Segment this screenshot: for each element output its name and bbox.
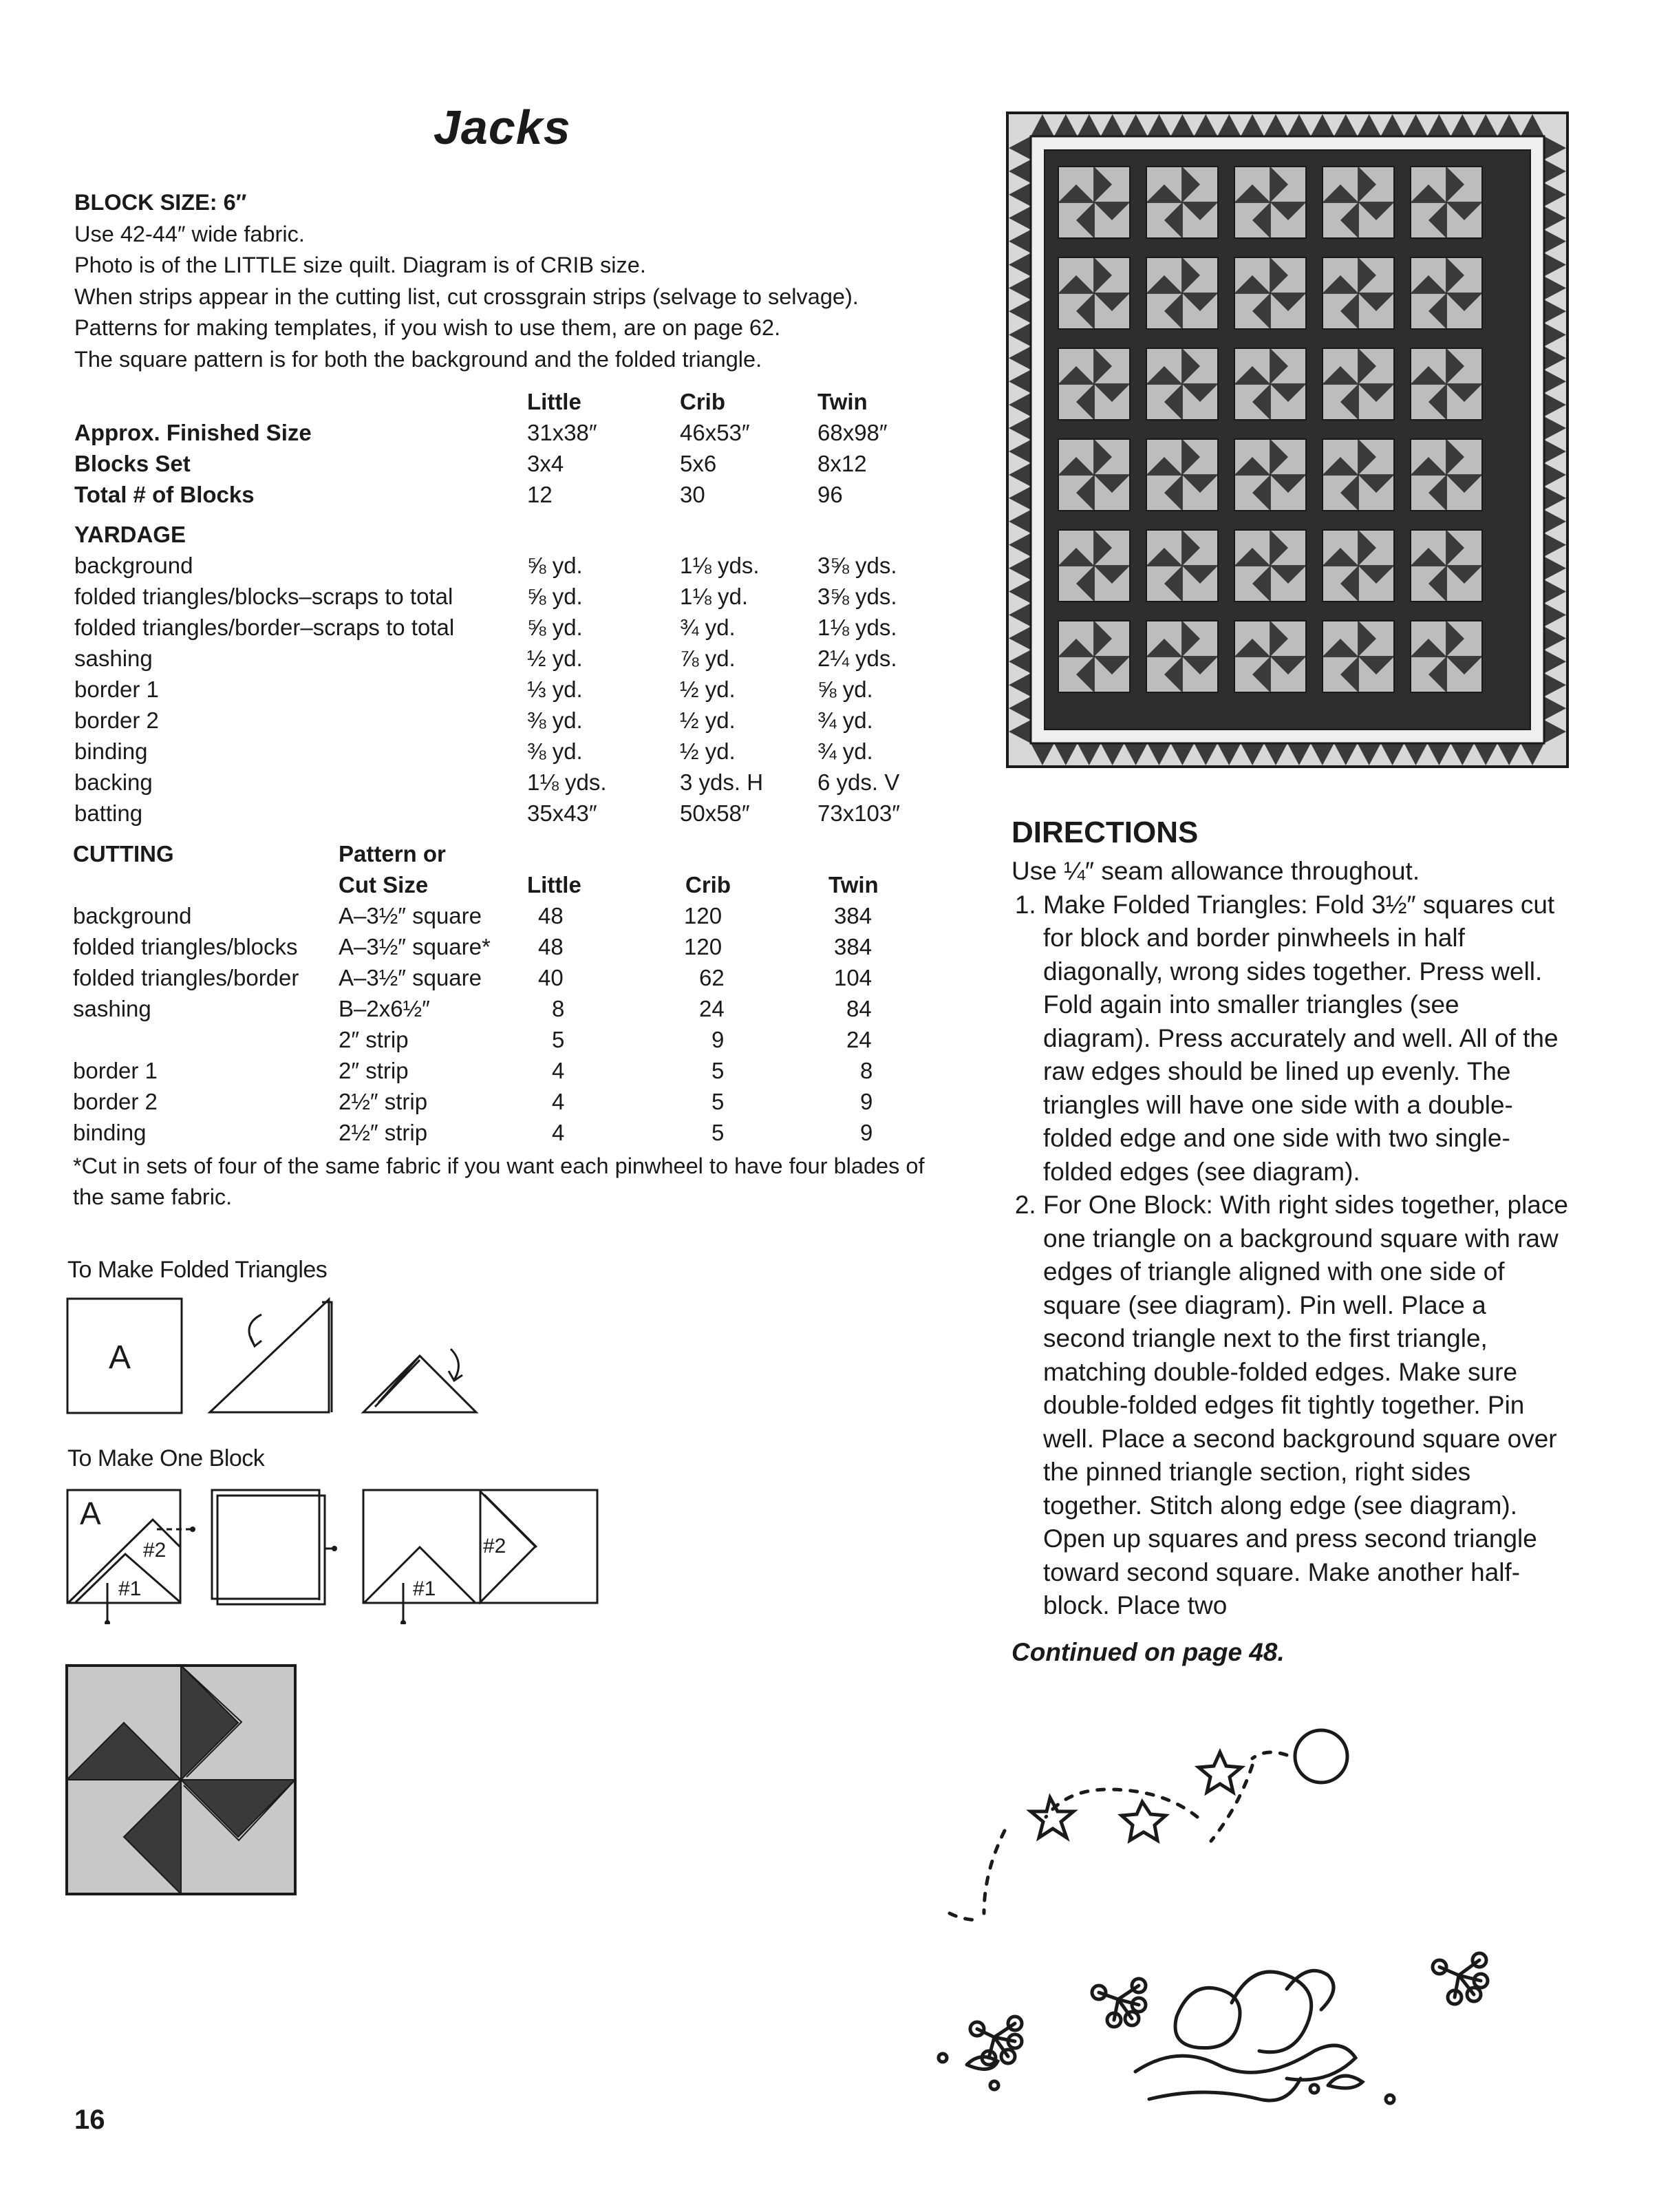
cell: 30 (680, 482, 705, 507)
size-yardage-table (74, 389, 934, 843)
cell: 96 (817, 482, 843, 507)
one-block-caption: To Make One Block (67, 1445, 265, 1471)
cell: ⅝ yd. (527, 584, 583, 609)
cell: 6 yds. V (817, 769, 900, 795)
cell: 31x38″ (527, 420, 597, 445)
star-icon (1199, 1752, 1241, 1792)
cell: ¾ yd. (817, 708, 873, 733)
direction-step: 1. Make Folded Triangles: Fold 3½″ squares cut for block and border pinwheels in half diagonally, wrong sides together. Press well. Fold again into smaller triangles (see diagram). Press accurately and well. All of the raw edges should be lined up evenly. The triangles will have one side with a double-folded edge and one side with two single-folded edges (see diagram). (1043, 889, 1569, 1189)
intro-line: Patterns for making templates, if you wish to use them, are on page 62. (74, 315, 781, 340)
jacks-illustration (846, 1714, 1569, 2127)
cutting-footnote: *Cut in sets of four of the same fabric if you want each pinwheel to have four blades of the same fabric. (73, 1153, 925, 1209)
row-label: binding (74, 738, 148, 764)
cell: 3⅝ yds. (817, 553, 897, 578)
jack-icon (1433, 1953, 1488, 2004)
cutting-heading: CUTTING (73, 841, 174, 866)
intro-line: When strips appear in the cutting list, cut crossgrain strips (selvage to selvage). (74, 284, 859, 309)
cell: ⅝ yd. (817, 677, 873, 702)
cell: ⅓ yd. (527, 677, 583, 702)
cell: 1⅛ yds. (817, 615, 897, 640)
stacked-square (212, 1490, 319, 1599)
cell: 2″ strip (339, 1027, 409, 1052)
directions-title: DIRECTIONS (1012, 816, 1199, 849)
intro-line: The square pattern is for both the background and the folded triangle. (74, 346, 762, 372)
row-label: background (73, 903, 192, 928)
folded-triangles-diagram (62, 1294, 489, 1418)
cell: 5 (711, 1089, 725, 1114)
cell: 4 (552, 1058, 565, 1083)
cell: A–3½″ square* (339, 934, 491, 959)
cell: ¾ yd. (680, 615, 736, 640)
cell: ⅜ yd. (527, 708, 583, 733)
row-label: Blocks Set (74, 451, 191, 476)
page-title: Jacks (434, 100, 571, 154)
half-triangle (210, 1299, 329, 1412)
row-label: sashing (73, 996, 151, 1021)
cell: 12 (527, 482, 553, 507)
row-label: border 2 (74, 708, 159, 733)
bag-icon (1175, 1988, 1240, 2048)
cell: 3⅝ yds. (817, 584, 897, 609)
cell: 9 (860, 1089, 873, 1114)
cell: 2¼ yds. (817, 646, 897, 671)
cell: 73x103″ (817, 800, 900, 826)
cell: 384 (834, 934, 873, 959)
row-label: folded triangles/blocks (73, 934, 298, 959)
page-number: 16 (74, 2105, 105, 2135)
label-2: #2 (483, 1535, 506, 1557)
cell: ⅝ yd. (527, 615, 583, 640)
cell: ½ yd. (527, 646, 583, 671)
row-label: border 1 (74, 677, 159, 702)
star-icon (1031, 1798, 1073, 1838)
cell: 24 (846, 1027, 872, 1052)
row-label: backing (74, 769, 153, 795)
cell: A–3½″ square (339, 903, 482, 928)
cell: 62 (699, 965, 725, 990)
cell: 4 (552, 1089, 565, 1114)
cutting-table (73, 841, 933, 1158)
cell: 2½″ strip (339, 1089, 428, 1114)
row-label: border 2 (73, 1089, 158, 1114)
cell: A–3½″ square (339, 965, 482, 990)
cell: 8 (552, 996, 565, 1021)
yardage-heading: YARDAGE (74, 522, 186, 547)
pattern-header: Cut Size (339, 872, 429, 897)
col-header: Crib (685, 872, 731, 897)
quilt-diagram (1006, 111, 1569, 768)
intro-line: Use 42-44″ wide fabric. (74, 221, 305, 246)
cell: 68x98″ (817, 420, 888, 445)
cell: 5 (711, 1058, 725, 1083)
label-1: #1 (118, 1577, 142, 1600)
label-1: #1 (413, 1577, 436, 1600)
cell: ½ yd. (680, 738, 736, 764)
cell: 3x4 (527, 451, 564, 476)
star-icon (1122, 1802, 1166, 1840)
one-block-diagram (62, 1480, 612, 1624)
cell: 4 (552, 1120, 565, 1145)
col-header: Crib (680, 389, 725, 414)
cell: 48 (538, 934, 564, 959)
cell: 46x53″ (680, 420, 750, 445)
cell: 5 (552, 1027, 565, 1052)
pattern-header: Pattern or (339, 841, 446, 866)
cell: ¾ yd. (817, 738, 873, 764)
row-label: sashing (74, 646, 153, 671)
pinwheel-block-diagram (65, 1664, 297, 1895)
cell: ½ yd. (680, 708, 736, 733)
cell: 5x6 (680, 451, 717, 476)
col-header: Twin (828, 872, 879, 897)
intro-text (74, 187, 941, 375)
cell: 8 (860, 1058, 873, 1083)
cell: 2½″ strip (339, 1120, 428, 1145)
cell: 50x58″ (680, 800, 750, 826)
row-label: border 1 (73, 1058, 158, 1083)
cell: 120 (684, 934, 723, 959)
cell: 1⅛ yd. (680, 584, 749, 609)
cell: 104 (834, 965, 873, 990)
intro-line: Photo is of the LITTLE size quilt. Diagram is of CRIB size. (74, 253, 646, 277)
label-a: A (109, 1339, 131, 1376)
row-label: folded triangles/border–scraps to total (74, 615, 455, 640)
cell: 9 (711, 1027, 725, 1052)
ball-icon (1295, 1730, 1347, 1783)
cell: ⅜ yd. (527, 738, 583, 764)
cell: 120 (684, 903, 723, 928)
label-a: A (80, 1496, 101, 1531)
row-label: Total # of Blocks (74, 482, 255, 507)
directions-text (1012, 855, 1569, 1623)
cell: 40 (538, 965, 564, 990)
cell: 5 (711, 1120, 725, 1145)
row-label: batting (74, 800, 143, 826)
directions-intro: Use ¼″ seam allowance throughout. (1012, 857, 1420, 885)
col-header: Twin (817, 389, 868, 414)
block-size: BLOCK SIZE: 6″ (74, 190, 247, 215)
direction-step: 2. For One Block: With right sides together, place one triangle on a background square with raw edges of triangle aligned with one side of square (see diagram). Pin well. Place a second triangle next to the first triangle, matching double-folded edges. Make sure double-folded edges fit tightly together. Pin well. Place a second background square over the pinned triangle section, right sides together. Stitch along edge (see diagram). Open up squares and press second triangle toward second square. Make another half-block. Place two (1043, 1189, 1569, 1623)
cell: 9 (860, 1120, 873, 1145)
cell: ⅞ yd. (680, 646, 736, 671)
cell: 8x12 (817, 451, 867, 476)
cell: ⅝ yd. (527, 553, 583, 578)
cell: 1⅛ yds. (680, 553, 760, 578)
cell: B–2x6½″ (339, 996, 430, 1021)
row-label: folded triangles/border (73, 965, 299, 990)
row-label: Approx. Finished Size (74, 420, 312, 445)
cell: 35x43″ (527, 800, 597, 826)
folded-triangles-caption: To Make Folded Triangles (67, 1257, 328, 1283)
continued-note: Continued on page 48. (1012, 1638, 1285, 1666)
row-label: binding (73, 1120, 147, 1145)
jack-icon (1092, 1979, 1146, 2027)
row-label: folded triangles/blocks–scraps to total (74, 584, 453, 609)
label-2: #2 (143, 1539, 167, 1562)
col-header: Little (527, 389, 581, 414)
cell: 48 (538, 903, 564, 928)
col-header: Little (527, 872, 581, 897)
cell: 1⅛ yds. (527, 769, 607, 795)
cell: 2″ strip (339, 1058, 409, 1083)
cell: 384 (834, 903, 873, 928)
cell: 3 yds. H (680, 769, 764, 795)
cell: 24 (699, 996, 725, 1021)
cell: 84 (846, 996, 872, 1021)
row-label: background (74, 553, 193, 578)
cell: ½ yd. (680, 677, 736, 702)
